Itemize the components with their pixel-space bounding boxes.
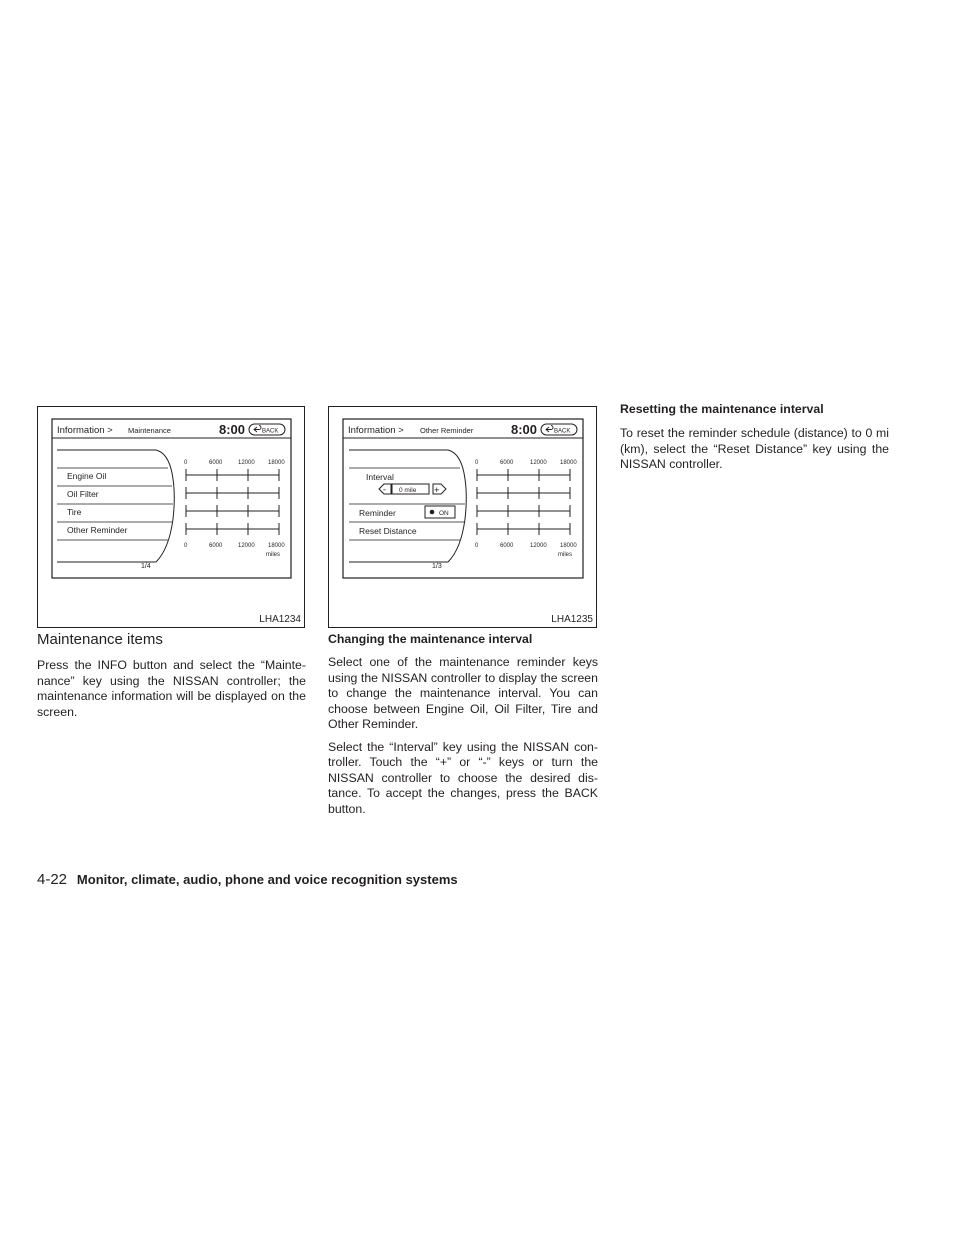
menu-item-other-reminder[interactable]: Other Reminder <box>67 525 128 535</box>
paragraph: Select one of the maintenance reminder keys using the NISSAN controller to display the screen to change the maintenance interval. You can choose between Engine Oil, Oil Filter, Tire and Other Reminder. <box>328 655 598 731</box>
clock: 8:00 <box>511 422 538 437</box>
figure-maintenance-screen <box>37 406 305 628</box>
section-heading: Resetting the maintenance interval <box>620 402 824 416</box>
page-indicator: 1/4 <box>141 563 151 570</box>
figure-other-reminder-screen <box>328 406 597 628</box>
scale-top-label: 6000 <box>209 460 223 466</box>
scale-bottom-label: 18000 <box>560 543 577 549</box>
mileage-bars <box>477 469 570 535</box>
reminder-toggle[interactable] <box>425 506 455 518</box>
mileage-bars <box>186 469 279 535</box>
menu-item-oil-filter[interactable]: Oil Filter <box>67 489 99 499</box>
breadcrumb-main: Information > <box>348 425 404 436</box>
other-reminder-screen-illustration <box>329 407 596 627</box>
scale-bottom-label: 12000 <box>530 543 547 549</box>
figure-code: LHA1234 <box>259 614 301 625</box>
interval-minus-button[interactable] <box>379 484 391 495</box>
scale-bottom-label: 0 <box>475 543 479 549</box>
menu-panel <box>57 450 174 562</box>
back-arrow-icon <box>254 426 261 433</box>
scale-bottom-label: 12000 <box>238 543 255 549</box>
scale-top-label: 6000 <box>500 460 514 466</box>
chapter-title: Monitor, climate, audio, phone and voice recognition systems <box>76 872 458 887</box>
menu-item-tire[interactable]: Tire <box>67 507 82 517</box>
scale-top-label: 18000 <box>268 460 285 466</box>
back-button[interactable] <box>541 424 577 435</box>
reminder-label[interactable]: Reminder <box>359 508 396 518</box>
page-footer <box>37 871 458 888</box>
menu-item-engine-oil[interactable]: Engine Oil <box>67 471 107 481</box>
section-heading: Changing the maintenance interval <box>328 632 533 646</box>
breadcrumb-sub: Other Reminder <box>420 426 474 435</box>
breadcrumb-main: Information > <box>57 425 113 436</box>
breadcrumb-sub: Maintenance <box>128 426 171 435</box>
figure-code: LHA1235 <box>551 614 593 625</box>
scale-bottom-label: 18000 <box>268 543 285 549</box>
scale-top-label: 12000 <box>238 460 255 466</box>
scale-unit: miles <box>558 552 573 558</box>
interval-value: 0 mile <box>399 487 417 494</box>
scale-unit: miles <box>266 552 281 558</box>
paragraph: To reset the reminder schedule (distance) to 0 mi (km), select the “Reset Distance” key using the NISSAN controller. <box>620 426 889 471</box>
back-button[interactable] <box>249 424 285 435</box>
toggle-dot-icon <box>430 510 435 515</box>
scale-bottom-label: 6000 <box>209 543 223 549</box>
scale-top-label: 18000 <box>560 460 577 466</box>
scale-bottom-label: 0 <box>184 543 188 549</box>
page-number: 4-22 <box>37 871 68 888</box>
reminder-state: ON <box>439 510 449 517</box>
interval-plus-button[interactable] <box>433 484 446 496</box>
back-arrow-icon <box>546 426 553 433</box>
minus-sign: - <box>383 484 386 495</box>
paragraph: Select the “Interval” key using the NISSAN con-troller. Touch the “+” or “-” keys or turn the NISSAN controller to choose the desired dis-tance. To accept the changes, press the BACK button. <box>328 739 598 816</box>
scale-top-label: 0 <box>184 460 188 466</box>
interval-value-box <box>392 484 429 494</box>
paragraph: Press the INFO button and select the “Mainte-nance” key using the NISSAN controller; the maintenance information will be displayed on the screen. <box>37 658 306 719</box>
interval-label[interactable]: Interval <box>366 472 394 482</box>
plus-sign: + <box>434 485 440 496</box>
page-indicator: 1/3 <box>432 563 442 570</box>
section-maintenance-items <box>37 631 306 727</box>
section-heading: Maintenance items <box>37 631 163 648</box>
scale-bottom-label: 6000 <box>500 543 514 549</box>
clock: 8:00 <box>219 422 246 437</box>
scale-top-label: 12000 <box>530 460 547 466</box>
reset-distance-label[interactable]: Reset Distance <box>359 526 417 536</box>
back-label: BACK <box>262 428 279 435</box>
back-label: BACK <box>554 428 571 435</box>
maintenance-screen-illustration <box>38 407 304 627</box>
scale-top-label: 0 <box>475 460 479 466</box>
section-changing-interval <box>328 631 598 824</box>
screen-frame <box>343 419 583 578</box>
section-resetting-interval <box>620 402 889 480</box>
